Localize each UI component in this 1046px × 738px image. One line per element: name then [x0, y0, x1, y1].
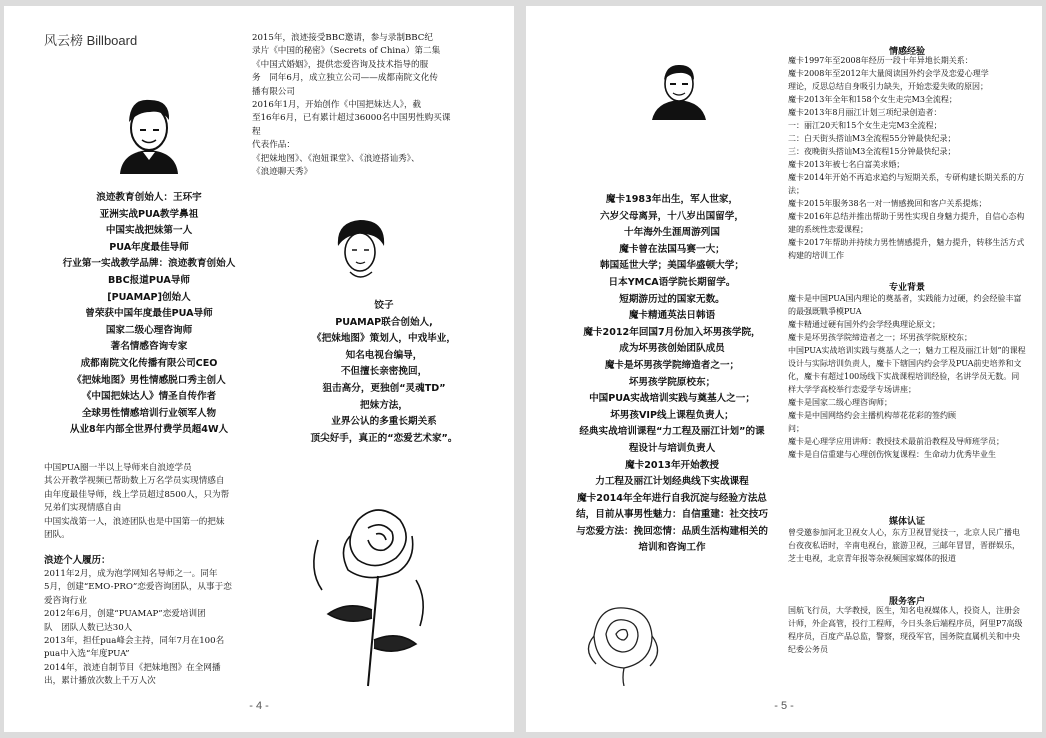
moka-bio-line: 韩国延世大学；美国华盛顿大学；: [600, 260, 744, 272]
pua-line: 中国实战第一人，浪迹团队也是中国第一的把妹: [44, 516, 225, 527]
emotion-line: 一：丽江20天和15个女生走完M3全流程；: [788, 121, 942, 130]
qiuzi-title-line: 知名电视台编导，: [345, 349, 423, 361]
resume-line: 2014年，浪迹自制节目《把妹地图》在全网播: [44, 662, 221, 673]
intro-line: 2016年1月，开始创作《中国把妹达人》，截: [252, 100, 422, 111]
qiuzi-title-line: 顶尖好手，真正的“恋爱艺术家”。: [310, 432, 458, 444]
pua-line: 中国PUA圈一半以上导师来自浪迹学员: [44, 463, 192, 473]
clients-paragraph: [788, 604, 1026, 656]
langji-title-line: 行业第一实战教学品牌：浪迹教育创始人: [62, 258, 236, 270]
qiuzi-title-line: PUAMAP联合创始人,: [335, 316, 433, 328]
professional-paragraph: [788, 292, 1026, 461]
clients-title: 服务客户: [888, 597, 925, 607]
moka-bio-line: 结，目前从事男性魅力：自信重建：社交技巧: [576, 509, 768, 521]
moka-bio-line: 十年海外生涯周游列国: [624, 227, 720, 239]
langji-title-line: 曾荣获中国年度最佳PUA导师: [85, 308, 213, 320]
moka-bio-line: 魔卡2013年开始教授: [625, 459, 719, 471]
emotion-line: 理论，反思总结自身吸引力缺失，开始恋爱失败的原因；: [788, 82, 988, 91]
professional-line: 魔卡是心理学应用讲师：教授技术最前沿教程及导师班学员；: [788, 437, 1004, 446]
moka-bio-line: 经典实战培训课程“力工程及丽江计划”的课: [579, 426, 765, 438]
emotion-line: 魔卡2014年开始不再追求追约与短期关系，专研构建长期关系的方法；: [788, 173, 1025, 195]
intro-line: 录片《中国的秘密》（Secrets of China）第二集: [252, 46, 441, 57]
pua-line: 由年度最佳导师，线上学员超过8500人，只为帮: [44, 489, 230, 500]
resume-paragraph: [44, 568, 274, 689]
professional-line: 魔卡是中国PUA国内理论的奠基者，实践能力过硬，约会经验丰富的最强既戰爭模PUA: [788, 294, 1022, 316]
langji-title-line: 全球男性情感培训行业领军人物: [81, 407, 217, 419]
professional-line: 中国PUA实战培训实践与奠基人之一；魅力工程及丽江计划”的课程设计与实际培训负责人，魔卡下辖国内约会学及PUA前史培养和文化，魔卡有超过100场线下实战课程培训经验，名讲学员无数。同样大学学高校举行恋爱学专场讲座；: [788, 346, 1026, 394]
media-line: 曾受邀参加河北卫视女人心，东方卫视冒觉技一，北京人民广播电台夜夜私语时，辛南电视台，旅游卫视，三邮年冒冒，晋群娱乐，芝士电视，北京青年报等杂视频国家媒体的报道: [788, 528, 1020, 563]
langji-title-line: 国家二级心理咨询师: [105, 324, 193, 336]
moka-bio-line: 培训和咨询工作: [638, 542, 706, 554]
langji-title-line: [PUAMAP]创始人: [107, 291, 191, 303]
moka-bio-line: 程设计与培训负责人: [628, 442, 716, 454]
moka-bio-line: 成为坏男孩创始团队成员: [619, 343, 725, 355]
professional-line: 魔卡是国家二级心理咨询师；: [788, 398, 892, 407]
moka-bio-line: 力工程及丽江计划经典线下实战课程: [595, 476, 749, 488]
qiuzi-title-line: 狙击高分，更独创“灵魂TD”: [322, 382, 446, 394]
professional-title: 专业背景: [888, 283, 925, 293]
resume-line: 2012年6月，创建“PUAMAP”恋爱培训团: [44, 609, 206, 620]
page-number-right: - 5 -: [774, 700, 794, 712]
resume-line: 2013年，担任pua峰会主持，同年7月在100名: [44, 636, 225, 647]
moka-bio-line: 六岁父母离异，十八岁出国留学，: [600, 210, 744, 222]
moka-bio-line: 坏男孩VIP线上课程负责人；: [610, 409, 734, 421]
moka-bio-line: 魔卡2012年回国7月份加入坏男孩学院，: [583, 326, 761, 338]
intro-line: 《把妹地图》、《泡妞课堂》、《浪迹搭讪秀》、: [252, 153, 420, 164]
emotion-line: 魔卡2016年总结并推出帮助于男性实现自身魅力提升，自信心态构建的系统性恋爱课程；: [788, 212, 1025, 234]
qiuzi-title-line: 《把妹地图》策划人，中戏毕业，: [312, 333, 456, 345]
langji-title-line: PUA年度最佳导师: [109, 241, 189, 253]
resume-line: 爱咨询行业: [44, 595, 87, 606]
qiuzi-title-line: 把妹方法，: [360, 399, 408, 411]
right-page: [526, 6, 1042, 732]
langji-portrait-image: [110, 90, 188, 174]
header-title: 风云榜 Billboard: [44, 33, 138, 48]
qiuzi-title-line: 不但擅长亲密挽回，: [340, 366, 428, 378]
qiuzi-title-line: 饺子: [374, 300, 394, 311]
left-page: [4, 6, 514, 732]
intro-line: 播有限公司: [252, 86, 295, 97]
moka-bio-line: 魔卡1983年出生，军人世家，: [605, 194, 739, 205]
emotion-line: 魔卡2013年被七名白富美求婚；: [788, 160, 905, 169]
moka-bio-line: 魔卡2014年全年进行自我沉淀与经验方法总: [577, 492, 767, 504]
professional-line: 魔卡精通过硬有国外约会学经典理论原文；: [788, 320, 940, 329]
resume-line: 队 团队人数已达30人: [44, 622, 133, 633]
moka-bio-line: 坏男孩学院原校东；: [628, 376, 716, 388]
page-number-left: - 4 -: [249, 700, 269, 712]
qiuzi-portrait-image: [330, 216, 390, 284]
pua-line: 团队。: [44, 530, 70, 541]
langji-title-line: BBC报道PUA导师: [108, 274, 190, 286]
resume-line: pua中入选“年度PUA”: [44, 649, 130, 660]
langji-titles: [44, 190, 254, 439]
moka-bio-line: 与恋爱方法：挽回恋情：品质生活构建相关的: [576, 525, 768, 537]
media-title: 媒体认证: [888, 517, 925, 527]
langji-title-line: 著名情感咨询专家: [110, 341, 188, 353]
emotion-title: 情感经验: [888, 47, 925, 57]
intro-line: 2015年，浪迹接受BBC邀请，参与录制BBC纪: [252, 33, 433, 43]
emotion-line: 魔卡2008年至2012年大量阅读国外约会学及恋爱心理学: [788, 69, 989, 78]
qiuzi-titles: [294, 298, 474, 447]
langji-title-line: 中国实战把妹第一人: [105, 225, 193, 237]
rose-flower-illustration: [574, 596, 668, 686]
resume-line: 2011年2月，成为泡学网知名导师之一。同年: [44, 569, 218, 579]
emotion-line: 魔卡2015年服务38名一对一情感挽回和客户关系提炼；: [788, 199, 987, 208]
moka-bio-line: 中国PUA实战培训实践与奠基人之一；: [589, 393, 755, 405]
intro-paragraph: [252, 32, 502, 179]
langji-title-line: 《把妹地图》男性情感脱口秀主创人: [72, 374, 226, 386]
langji-title-line: 成都南院文化传播有限公司CEO: [80, 357, 218, 369]
professional-line: 问；: [788, 424, 804, 433]
pua-line: 兄弟们实现情感自由: [44, 503, 122, 514]
intro-line: 《中国式婚姻》，提供恋爱咨询及技术指导的服: [252, 59, 429, 70]
rose-illustration: [288, 480, 448, 692]
professional-line: 魔卡是坏男孩学院缔造者之一；坏男孩学院原校东；: [788, 333, 972, 342]
media-paragraph: [788, 526, 1026, 565]
intro-line: 代表作品：: [252, 140, 295, 151]
moka-bio-line: 魔卡精通英法日韩语: [628, 310, 716, 322]
emotion-paragraph: [788, 54, 1026, 262]
pua-line: 其公开教学视频已帮助数上万名学员实现情感自: [44, 476, 225, 487]
moka-bio-line: 短期游历过的国家无数。: [619, 293, 725, 305]
intro-line: 务 同年6月，成立独立公司——成都南院文化传: [252, 73, 438, 84]
resume-title: 浪迹个人履历：: [44, 555, 111, 566]
resume-line: 出，累计播放次数上千万人次: [44, 676, 156, 687]
intro-line: 《浪迹聊天秀》: [252, 167, 313, 178]
moka-bio-line: 日本YMCA语学院长期留学。: [608, 276, 736, 288]
emotion-line: 魔卡2013年8月丽江计划三项纪录创造者：: [788, 108, 942, 117]
emotion-line: 三：夜晚街头搭讪M3全流程15分钟最快纪录；: [788, 147, 956, 156]
moka-bio-line: 魔卡是坏男孩学院缔造者之一；: [604, 359, 740, 371]
pua-paragraph: [44, 462, 274, 542]
langji-title-line: 《中国把妹达人》情圣自传作者: [81, 391, 217, 403]
emotion-line: 魔卡2017年帮助并持续力男性情感提升，魅力提升，转移生活方式构建的培训工作: [788, 238, 1025, 260]
resume-line: 5月，创建“EMO-PRO”恋爱咨询团队，从事于恋: [44, 582, 232, 593]
moka-bio: [566, 192, 778, 557]
intro-line: 至16年6月，已有累计超过36000名中国男性购买课: [252, 113, 451, 124]
moka-portrait-image: [648, 60, 710, 120]
intro-line: 程: [252, 126, 261, 137]
moka-bio-line: 魔卡曾在法国马赛一大；: [619, 243, 725, 255]
emotion-line: 二：白天街头搭讪M3全流程55分钟最快纪录；: [788, 134, 956, 143]
emotion-line: 魔卡1997年至2008年经历一段十年异地长期关系：: [788, 56, 973, 65]
professional-line: 魔卡是自信重建与心理创伤恢复课程：生命动力优秀毕业生: [788, 450, 996, 459]
professional-line: 魔卡是中国网络约会主播机构蒂花花彩的签约顾: [788, 411, 956, 420]
langji-title-line: 浪迹教育创始人：王环宇: [96, 192, 202, 203]
langji-title-line: 从业8年内部全世界付费学员超4W人: [69, 424, 229, 436]
clients-line: 国航飞行员，大学教授，医生，知名电视媒体人，投资人，注册会计师，外企高管，投行工程师，今日头条后端程序员，阿里P7高级程序员，百度产品总监，警察，现役军官，国务院直属机关和中央纪委公务员: [788, 606, 1023, 654]
qiuzi-title-line: 业界公认的多重长期关系: [331, 416, 437, 428]
langji-title-line: 亚洲实战PUA教学鼻祖: [99, 208, 199, 220]
emotion-line: 魔卡2013年全年和158个女生走完M3全流程；: [788, 95, 957, 104]
